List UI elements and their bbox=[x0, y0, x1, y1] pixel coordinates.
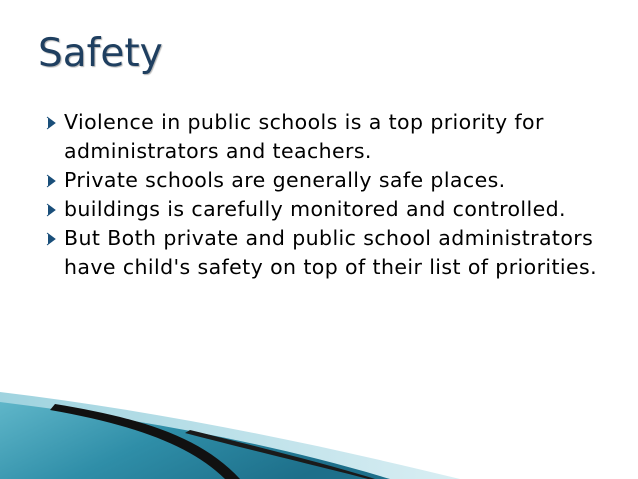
bullet-item bbox=[42, 108, 612, 166]
bullet-text: buildings is carefully monitored and controlled. bbox=[64, 197, 566, 221]
bullet-list bbox=[42, 108, 612, 282]
arrow-bullet-icon bbox=[44, 224, 60, 253]
bullet-item bbox=[42, 166, 612, 195]
arrow-bullet-icon bbox=[44, 195, 60, 224]
bullet-text: But Both private and public school administrators have child's safety on top of their list of priorities. bbox=[64, 226, 598, 279]
bullet-item bbox=[42, 195, 612, 224]
bullet-text: Private schools are generally safe places. bbox=[64, 168, 506, 192]
arrow-bullet-icon bbox=[44, 108, 60, 137]
bullet-item bbox=[42, 224, 612, 282]
slide-title: Safety bbox=[38, 31, 163, 76]
arrow-bullet-icon bbox=[44, 166, 60, 195]
bullet-text: Violence in public schools is a top priority for administrators and teachers. bbox=[64, 110, 544, 163]
